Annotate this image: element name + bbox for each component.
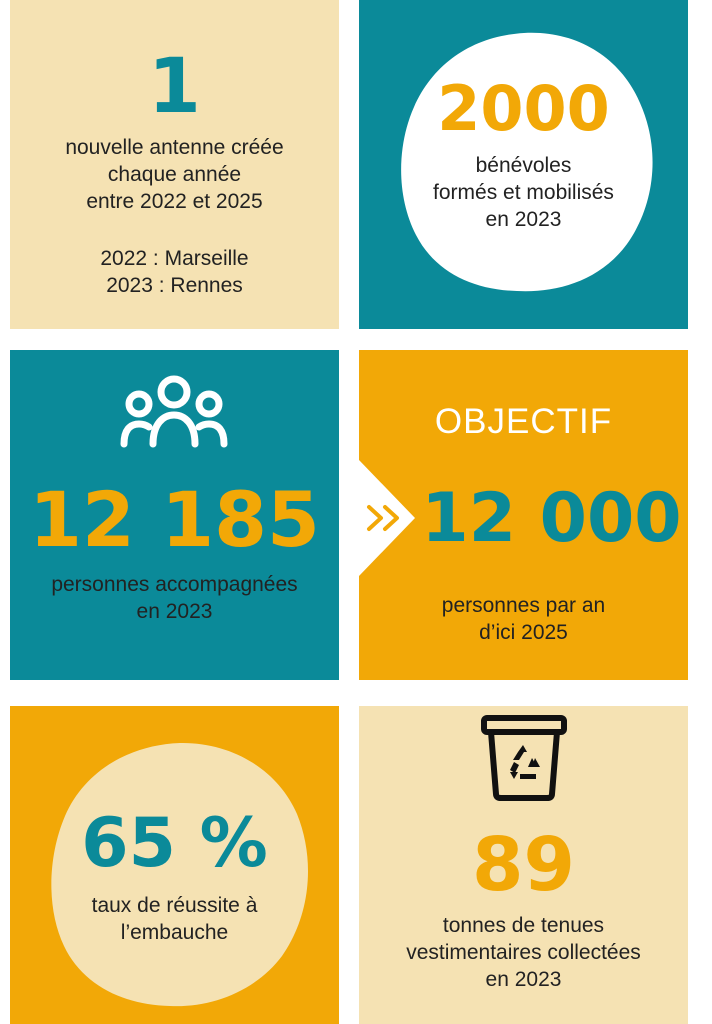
stat-tile-new-branches <box>10 0 339 329</box>
objective-heading: OBJECTIF <box>434 402 613 441</box>
stat-tile-volunteers <box>359 0 688 329</box>
stat-number: 12 185 <box>29 475 320 564</box>
stat-label-line: entre 2022 et 2025 <box>86 190 263 213</box>
stat-label-line: chaque année <box>107 163 242 186</box>
stat-tile-people-supported <box>10 350 339 680</box>
stat-label-line: bénévoles <box>475 154 572 177</box>
stat-number: 65 % <box>81 804 268 883</box>
recycling-bin-icon <box>480 712 568 802</box>
city-line: 2023 : Rennes <box>106 274 243 297</box>
people-icon <box>119 372 229 452</box>
stat-tile-clothing-collected <box>359 706 688 1024</box>
stat-tile-objective <box>359 350 688 680</box>
stat-number: 1 <box>148 41 201 130</box>
stat-number: 2000 <box>437 72 610 145</box>
stat-label-line: l’embauche <box>120 921 229 944</box>
stat-label-line: taux de réussite à <box>91 894 258 917</box>
stat-number: 89 <box>472 822 575 908</box>
stat-label-line: tonnes de tenues <box>442 914 605 937</box>
stat-label-line: personnes accompagnées <box>51 573 298 596</box>
stat-label-line: en 2023 <box>136 600 213 623</box>
stat-label-line: formés et mobilisés <box>433 181 614 204</box>
stat-label-line: en 2023 <box>485 208 562 231</box>
city-line: 2022 : Marseille <box>100 247 249 270</box>
stat-label-line: vestimentaires collectées <box>406 941 641 964</box>
stat-number: 12 000 <box>421 479 682 558</box>
stat-label-line: personnes par an <box>441 594 606 617</box>
stat-label-line: d’ici 2025 <box>479 621 568 644</box>
stat-tile-hiring-success <box>10 706 339 1024</box>
stat-label-line: en 2023 <box>485 968 562 991</box>
double-chevron-right-icon <box>365 503 409 533</box>
stat-label-line: nouvelle antenne créée <box>65 136 284 159</box>
